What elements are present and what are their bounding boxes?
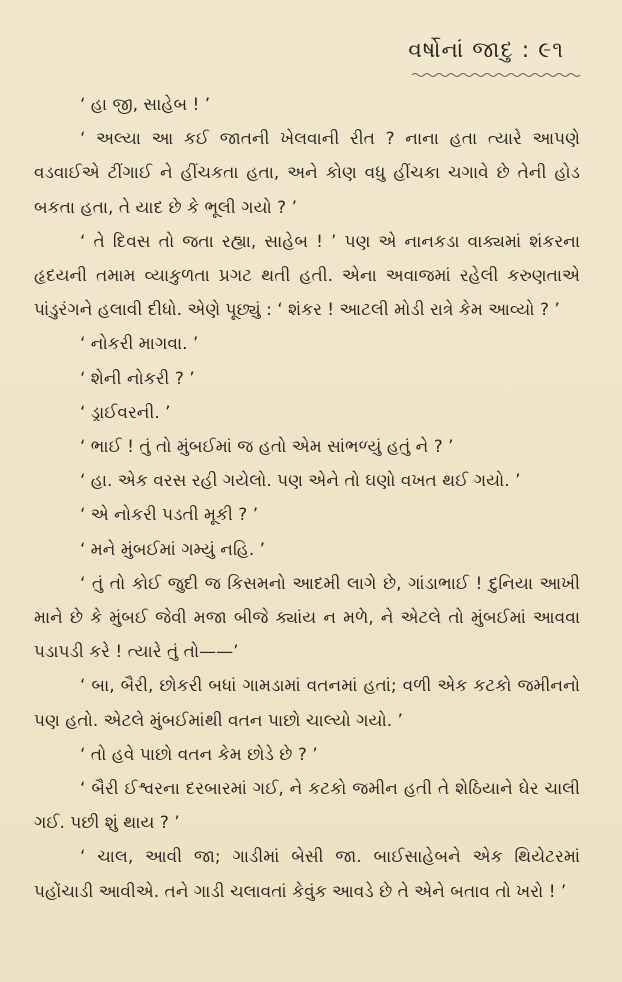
paragraph: ‘ ભાઈ ! તું તો મુંબઈમાં જ હતો એમ સાંભળ્યું હતું ને ? ’ xyxy=(80,437,454,458)
paragraph: ‘ શેની નોકરી ? ’ xyxy=(80,368,195,389)
paragraph: ‘ હા જી, સાહેબ ! ’ xyxy=(80,95,211,115)
header-wavy-rule xyxy=(412,72,582,78)
paragraph: ‘ નોકરી માગવા. ’ xyxy=(80,334,199,355)
paragraph: ‘ ચાલ, આવી જા; ગાડીમાં બેસી જા. બાઈસાહેબને એક થિયેટરમાં પહોંચાડી આવીએ. તને ગાડી ચલાવતાં કેવુંક આવડે છે તે એને બતાવ તો ખરો ! ’ xyxy=(34,847,580,902)
running-header: વર્ષોનાં જાદુ : ૯૧ xyxy=(408,38,564,63)
paragraph: ‘ તું તો કોઈ જુદી જ કિસમનો આદમી લાગે છે, ગાંડાભાઈ ! દુનિયા આખી માને છે કે મુંબઈ જેવી મજા બીજે ક્યાંય ન મળે, ને એટલે તો મુંબઈમાં આવવા પડાપડી કરે ! ત્યારે તું તો——’ xyxy=(34,573,580,663)
paragraph: ‘ એ નોકરી પડતી મૂકી ? ’ xyxy=(80,505,259,526)
paragraph: ‘ ડ્રાઈવરની. ’ xyxy=(80,402,171,423)
page-body xyxy=(34,88,580,909)
paragraph: ‘ તો હવે પાછો વતન કેમ છોડે છે ? ’ xyxy=(80,744,318,765)
paragraph: ‘ બા, બૈરી, છોકરી બધાં ગામડામાં વતનમાં હતાં; વળી એક કટકો જમીનનો પણ હતો. એટલે મુંબઈમાંથી વતન પાછો ચાલ્યો ગયો. ’ xyxy=(34,676,580,731)
paragraph: ‘ હા. એક વરસ રહી ગયેલો. પણ એને તો ઘણો વખત થઈ ગયો. ’ xyxy=(80,471,521,492)
paragraph: ‘ અલ્યા આ કઈ જાતની ખેલવાની રીત ? નાના હતા ત્યારે આપણે વડવાઈએ ટીંગાઈ ને હીંચકતા હતા, અને કોણ વધુ હીંચકા ચગાવે છે તેની હોડ બકતા હતા, તે યાદ છે કે ભૂલી ગયો ? ’ xyxy=(34,129,580,218)
paragraph: ‘ બૈરી ઈશ્વરના દરબારમાં ગઈ, ને કટકો જમીન હતી તે શેઠિયાને ઘેર ચાલી ગઈ. પછી શું થાય ? ’ xyxy=(34,779,580,834)
paragraph: ‘ મને મુંબઈમાં ગમ્યું નહિ. ’ xyxy=(80,539,266,560)
paragraph: ‘ તે દિવસ તો જતા રહ્યા, સાહેબ ! ’ પણ એ નાનકડા વાક્યમાં શંકરના હૃદયની તમામ વ્યાકુળતા પ્રગટ થતી હતી. એના અવાજમાં રહેલી કરુણતાએ પાંડુરંગને હલાવી દીધો. એણે પૂછ્યું : ‘ શંકર ! આટલી મોડી રાત્રે કેમ આવ્યો ? ’ xyxy=(34,231,580,321)
